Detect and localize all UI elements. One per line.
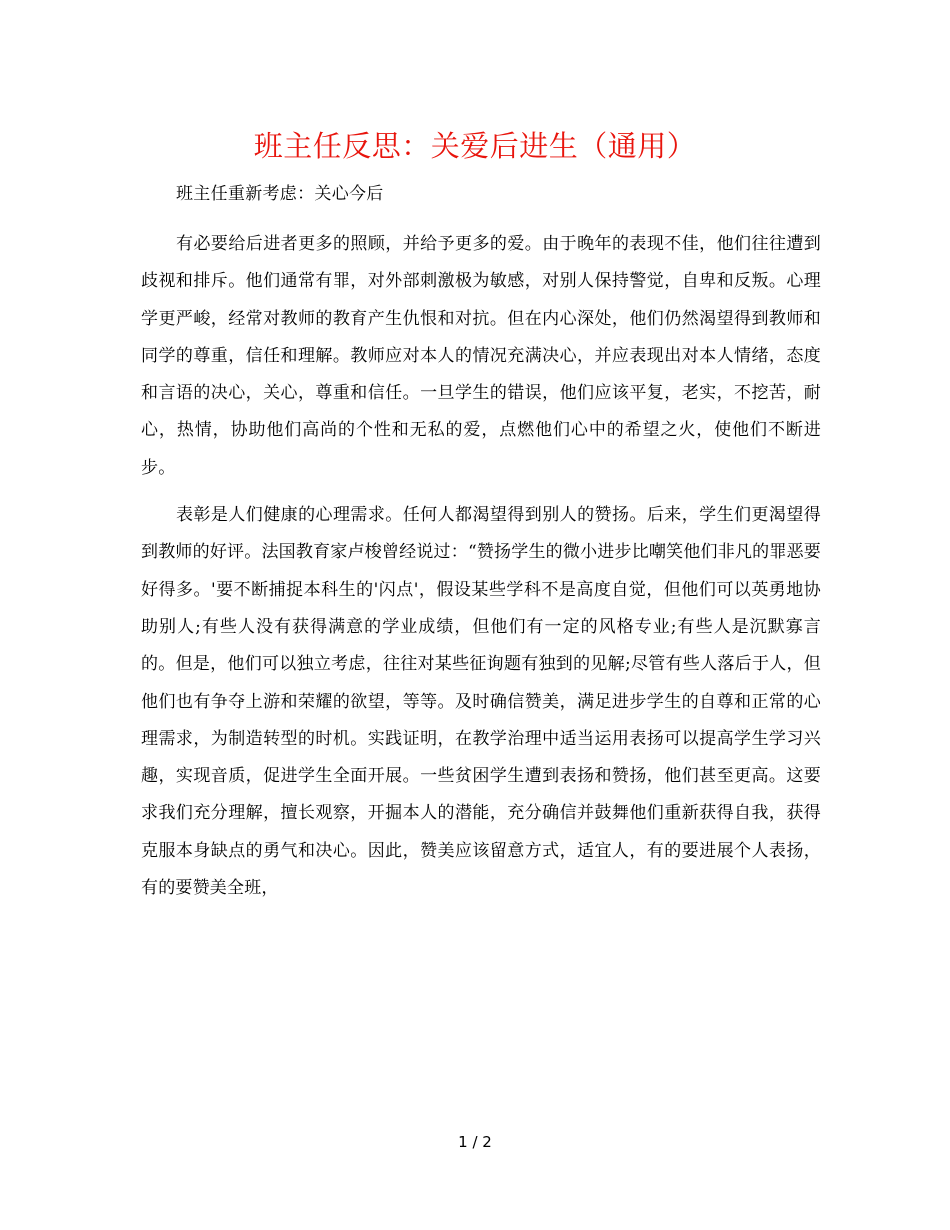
document-title: 班主任反思：关爱后进生（通用） (253, 129, 697, 163)
document-subtitle: 班主任重新考虑：关心今后 (176, 184, 384, 204)
body-paragraph-2: 表彰是人们健康的心理需求。任何人都渴望得到别人的赞扬。后来，学生们更渴望得到教师的好评。法国教育家卢梭曾经说过：“赞扬学生的微小进步比嘲笑他们非凡的罪恶要好得多。'要不断捕捉本科生的'闪点'，假设某些学科不是高度自觉，但他们可以英勇地协助别人;有些人没有获得满意的学业成绩，但他们有一定的风格专业;有些人是沉默寡言的。但是，他们可以独立考虑，往往对某些征询题有独到的见解;尽管有些人落后于人，但他们也有争夺上游和荣耀的欲望，等等。及时确信赞美，满足进步学生的自尊和正常的心理需求，为制造转型的时机。实践证明，在教学治理中适当运用表扬可以提高学生学习兴趣，实现音质，促进学生全面开展。一些贫困学生遭到表扬和赞扬，他们甚至更高。这要求我们充分理解，擅长观察，开掘本人的潜能，充分确信并鼓舞他们重新获得自我，获得克服本身缺点的勇气和决心。因此，赞美应该留意方式，适宜人，有的要进展个人表扬，有的要赞美全班， (141, 505, 821, 899)
body-paragraph-1: 有必要给后进者更多的照顾，并给予更多的爱。由于晚年的表现不佳，他们往往遭到歧视和排斥。他们通常有罪，对外部刺激极为敏感，对别人保持警觉，自卑和反叛。心理学更严峻，经常对教师的教育产生仇恨和对抗。但在内心深处，他们仍然渴望得到教师和同学的尊重，信任和理解。教师应对本人的情况充满决心，并应表现出对本人情绪，态度和言语的决心，关心，尊重和信任。一旦学生的错误，他们应该平复，老实，不挖苦，耐心，热情，协助他们高尚的个性和无私的爱，点燃他们心中的希望之火，使他们不断进步。 (141, 234, 821, 478)
page-number: 1 / 2 (458, 1133, 492, 1151)
document-body (141, 226, 821, 907)
